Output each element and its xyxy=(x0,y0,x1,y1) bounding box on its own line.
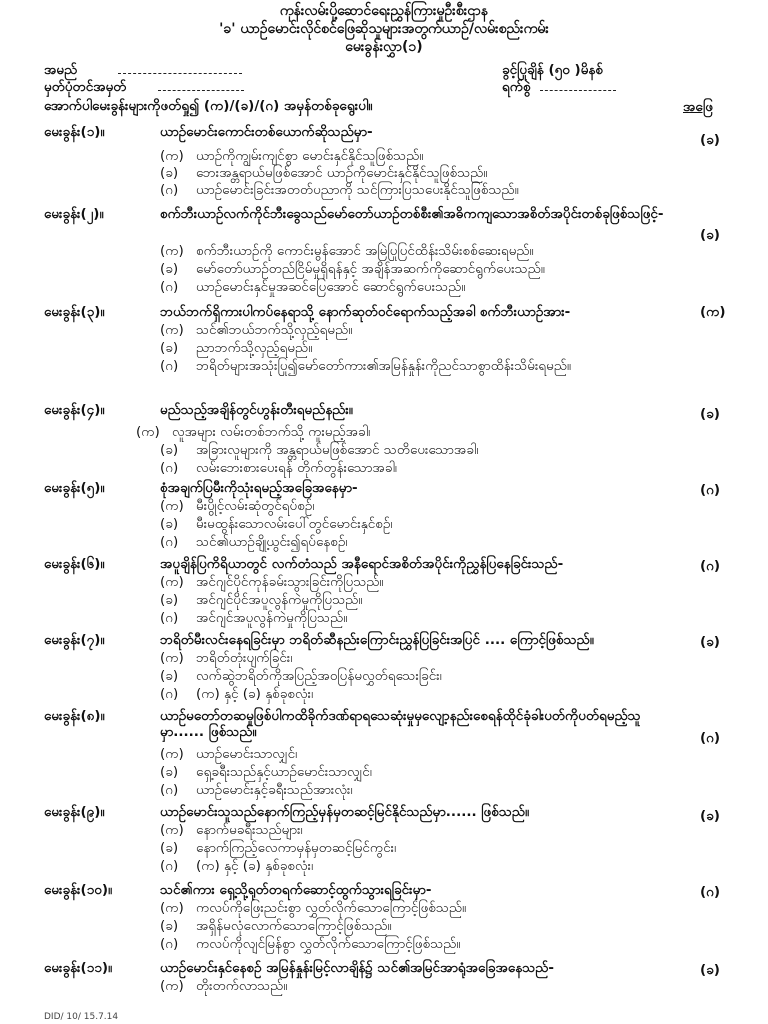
question-number: မေးခွန်း(၇)။ xyxy=(44,632,105,648)
question-text: စုံအချက်ပြမီးကိုသုံးရမည့်အခြေအနေမှာ- xyxy=(160,480,358,496)
question-text: ဘရိတ်မီးလင်းနေရခြင်းမှာ ဘရိတ်ဆီနည်းကြောင်းညွှန်ပြခြင်းအပြင် .... ကြောင့်ဖြစ်သည်။ xyxy=(160,632,594,648)
question-text: စက်ဘီးယာဉ်လက်ကိုင်ဘီးခွေသည်မော်တော်ယာဉ်တစ်စီး၏အဓိကကျသောအစိတ်အပိုင်းတစ်ခုဖြစ်သဖြင့်- xyxy=(160,206,664,222)
option-b[interactable]: (ခ) မီးမထွန်းသောလမ်းပေါ်တွင်မောင်းနှင်စဉ်၊ xyxy=(160,516,393,532)
option-c[interactable]: (ဂ) ယာဉ်မောင်းခြင်းအတတ်ပညာကို သင်ကြားပြသပေးနိုင်သူဖြစ်သည်။ xyxy=(160,182,519,198)
name-blank[interactable] xyxy=(118,73,242,74)
option-b[interactable]: (ခ) အင်ဂျင်ပိုင်အပူလွန်ကဲမှုကိုပြသည်။ xyxy=(160,592,363,608)
option-b[interactable]: (ခ) ညာဘက်သို့လှည့်ရမည်။ xyxy=(160,340,313,356)
option-c[interactable]: (ဂ) (က) နှင့် (ခ) နှစ်ခုစလုံး၊ xyxy=(160,858,314,874)
option-a[interactable]: (က) တိုးတက်လာသည်။ xyxy=(160,978,288,994)
option-c[interactable]: (ဂ) လမ်းဘေးစားပေးရန် တိုက်တွန်းသောအခါ၊ xyxy=(160,460,397,476)
option-c[interactable]: (ဂ) သင်၏ယာဉ်ချို့ယွင်း၍ရပ်နေစဉ်၊ xyxy=(160,534,348,550)
option-a[interactable]: (က) ယာဉ်မောင်းသာလျှင်၊ xyxy=(160,746,298,762)
answer-key: (ခ) xyxy=(700,406,720,422)
document-code: DID/ 10/ 15.7.14 xyxy=(44,1012,119,1022)
question-number: မေးခွန်း(၉)။ xyxy=(44,804,105,820)
option-a[interactable]: (က) နောက်မခရီးသည်များ၊ xyxy=(160,822,303,838)
question-text: ယာဉ်မောင်းသူသည်နောက်ကြည့်မှန်မှတဆင့်မြင်နိုင်သည်မှာ...... ဖြစ်သည်။ xyxy=(160,804,530,820)
header-exam-title: 'ခ' ယာဉ်မောင်းလိုင်စင်ဖြေဆိုသူများအတွက်ယာဉ်/လမ်းစည်းကမ်း xyxy=(219,21,549,37)
option-c[interactable]: (ဂ) ကလပ်ကိုလျင်မြန်စွာ လွှတ်လိုက်သောကြောင့်ဖြစ်သည်။ xyxy=(160,936,461,952)
option-a[interactable]: (က) ယာဉ်ကိုကျွမ်းကျင်စွာ မောင်းနှင်နိုင်သူဖြစ်သည်။ xyxy=(160,148,424,164)
option-c[interactable]: (ဂ) ယာဉ်မောင်းနှင်မှုအဆင်ပြေအောင် ဆောင်ရွက်ပေးသည်။ xyxy=(160,279,466,295)
question-text: ယာဉ်မောင်းကောင်းတစ်ယောက်ဆိုသည်မှာ- xyxy=(160,124,373,140)
answer-column-header: အဖြေ xyxy=(683,99,713,115)
option-c[interactable]: (ဂ) (က) နှင့် (ခ) နှစ်ခုစလုံး၊ xyxy=(160,686,314,702)
option-c[interactable]: (ဂ) ယာဉ်မောင်းနှင့်ခရီးသည်အားလုံး၊ xyxy=(160,782,353,798)
header-paper-number: မေးခွန်းလွှာ(၁) xyxy=(345,39,423,55)
question-number: မေးခွန်း(၁၁)။ xyxy=(44,960,113,976)
option-a[interactable]: (က) သင်၏ဘယ်ဘက်သို့လှည့်ရမည်။ xyxy=(160,322,353,338)
option-b[interactable]: (ခ) အခြားလူများကို အန္တရာယ်မဖြစ်အောင် သတိပေးသောအခါ၊ xyxy=(160,442,479,458)
option-a[interactable]: (က) အင်ဂျင်ပိုင်ကုန်ခမ်းသွားခြင်းကိုပြသည်။ xyxy=(160,574,384,590)
name-label: အမည် xyxy=(44,62,78,78)
option-b[interactable]: (ခ) ရှေ့ခရီးသည်နှင့်ယာဉ်မောင်းသာလျှင်၊ xyxy=(160,764,372,780)
date-blank[interactable] xyxy=(540,90,616,91)
answer-key: (ဂ) xyxy=(700,482,721,498)
answer-key: (ဂ) xyxy=(700,884,721,900)
answer-key: (ဂ) xyxy=(700,558,721,574)
answer-key: (ခ) xyxy=(700,132,720,148)
registration-blank[interactable] xyxy=(158,90,244,91)
option-b[interactable]: (ခ) ဘေးအန္တရာယ်မဖြစ်အောင် ယာဉ်ကိုမောင်းနှင်နိုင်သူဖြစ်သည်။ xyxy=(160,165,488,181)
answer-key: (ခ) xyxy=(700,227,720,243)
option-b[interactable]: (ခ) မော်တော်ယာဉ်တည်ငြိမ်မှုရှိရန်နှင့် အချိန်အဆက်ကိုဆောင်ရွက်ပေးသည်။ xyxy=(160,261,545,277)
question-number: မေးခွန်း(၆)။ xyxy=(44,556,105,572)
option-a[interactable]: (က) ဘရိတ်တုံးပျက်ခြင်း၊ xyxy=(160,650,293,666)
time-allowed-label: ခွင့်ပြုချိန် (၅၀ )မိနစ် xyxy=(502,62,603,78)
answer-key: (ခ) xyxy=(700,962,720,978)
question-number: မေးခွန်း(၁၀)။ xyxy=(44,882,113,898)
option-c[interactable]: (ဂ) ဘရိတ်များအသုံးပြု၍မော်တော်ကား၏အမြန်နှုန်းကိုညင်သာစွာထိန်းသိမ်းရမည်။ xyxy=(160,358,571,374)
question-number: မေးခွန်း(၅)။ xyxy=(44,480,105,496)
option-a[interactable]: (က) ကလပ်ကိုဖြေးညင်းစွာ လွှတ်လိုက်သောကြောင့်ဖြစ်သည်။ xyxy=(160,900,467,916)
question-text: သင်၏ကား ရှေ့သို့ရုတ်တရက်ဆောင့်ထွက်သွားရခြင်းမှာ- xyxy=(160,882,432,898)
option-b[interactable]: (ခ) နောက်ကြည့်လေကာမှန်မှတဆင့်မြင်ကွင်း၊ xyxy=(160,840,397,856)
option-a[interactable]: (က) မီးပွိုင့်လမ်းဆုံတွင်ရပ်စဉ်၊ xyxy=(160,498,315,514)
question-text: အပူချိန်ပြကိရိယာတွင် လက်တံသည် အနီရောင်အစိတ်အပိုင်းကိုညွှန်ပြနေခြင်းသည်- xyxy=(160,556,564,572)
question-text: ယာဉ်မောင်းနှင်နေစဉ် အမြန်နှုန်းမြင့်လာချိန်၌ သင်၏အမြင်အာရုံအခြေအနေသည်- xyxy=(160,960,554,976)
question-number: မေးခွန်း(၂)။ xyxy=(44,206,104,222)
option-b[interactable]: (ခ) အရှိန်မလုံလောက်သောကြောင့်ဖြစ်သည်။ xyxy=(160,918,392,934)
date-label: ရက်စွဲ xyxy=(502,79,531,95)
question-number: မေးခွန်း(၁)။ xyxy=(44,124,105,140)
answer-key: (ဂ) xyxy=(700,730,721,746)
question-number: မေးခွန်း(၄)။ xyxy=(44,402,105,418)
header-department: ကုန်းလမ်းပို့ဆောင်ရေးညွှန်ကြားမှုဦးစီးဌာန xyxy=(279,3,489,19)
answer-key: (က) xyxy=(700,304,726,320)
question-text: မည်သည့်အချိန်တွင်ဟွန်းတီးရမည်နည်း။ xyxy=(160,402,353,418)
registration-label: မှတ်ပုံတင်အမှတ် xyxy=(44,79,127,95)
option-a[interactable]: (က) စက်ဘီးယာဉ်ကို ကောင်းမွန်အောင် အမြဲပြုပြင်ထိန်းသိမ်းစစ်ဆေးရမည်။ xyxy=(160,243,534,259)
question-number: မေးခွန်း(၈)။ xyxy=(44,708,105,724)
instructions: အောက်ပါမေးခွန်းများကိုဖတ်ရှု၍ (က)/(ခ)/(ဂ) အမှန်တစ်ခုရွေးပါ။ xyxy=(44,98,373,114)
option-c[interactable]: (ဂ) အင်ဂျင်အပူလွန်ကဲမှုကိုပြသည်။ xyxy=(160,610,348,626)
answer-key: (ခ) xyxy=(700,634,720,650)
option-a[interactable]: (က) လူအများ လမ်းတစ်ဘက်သို့ ကူးမည့်အခါ၊ xyxy=(136,424,371,440)
option-b[interactable]: (ခ) လက်ဆွဲဘရိတ်ကိုအပြည့်အဝပြန်မလွှတ်ရသေးခြင်း၊ xyxy=(160,668,442,684)
question-text: ဘယ်ဘက်ရှိကားပါကပ်နေရာသို့ နောက်ဆုတ်ဝင်ရောက်သည့်အခါ စက်ဘီးယာဉ်အား- xyxy=(160,304,571,320)
question-text: ယာဉ်မတော်တဆမှုဖြစ်ပါကထိခိုက်ဒဏ်ရာရသေဆုံးမှုမှလျော့နည်းစေရန်ထိုင်ခုံခါးပတ်ကိုပတ်ရမည့်သူမှာ...... ဖြစ်သည်။ xyxy=(160,708,641,740)
question-number: မေးခွန်း(၃)။ xyxy=(44,304,105,320)
answer-key: (ခ) xyxy=(700,808,720,824)
